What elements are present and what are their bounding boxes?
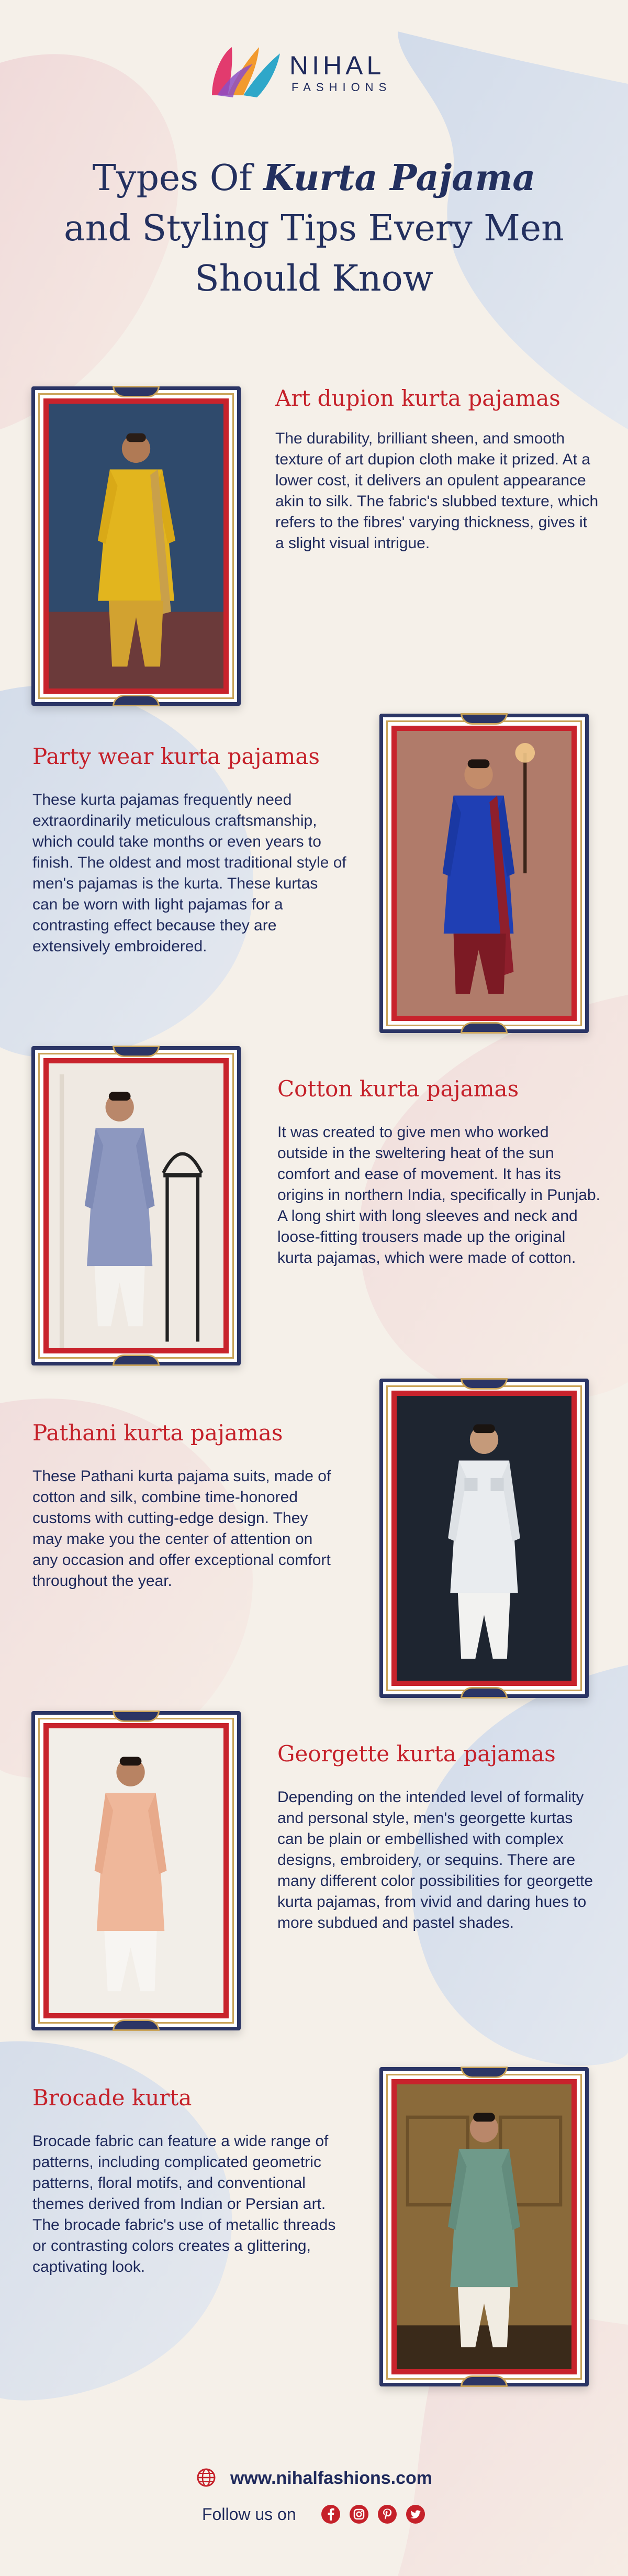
section-heading-cotton: Cotton kurta pajamas: [277, 1076, 519, 1102]
product-image-brocade: [379, 2067, 589, 2386]
model-photo-white-kurta: [397, 1396, 571, 1681]
brand-tagline: FASHIONS: [291, 81, 392, 94]
product-image-cotton: [31, 1046, 241, 1365]
website-link[interactable]: [197, 2466, 469, 2490]
section-heading-party-wear: Party wear kurta pajamas: [32, 743, 320, 769]
product-image-art-dupion: [31, 386, 241, 706]
brand-logo[interactable]: [207, 43, 427, 101]
section-heading-art-dupion: Art dupion kurta pajamas: [275, 385, 560, 411]
section-heading-pathani: Pathani kurta pajamas: [32, 1420, 283, 1446]
title-prefix: Types Of: [92, 158, 264, 199]
globe-icon: [197, 2468, 216, 2487]
page-title: [31, 153, 597, 304]
section-text-party-wear: These kurta pajamas frequently need extraordinarily meticulous craftsmanship, which could take months or even years to finish. The oldest and most traditional style of men's pajamas is the kurta. These kurtas can be worn with light pajamas for a contrasting effect because they are extensively embroidered.: [32, 791, 346, 955]
section-heading-georgette: Georgette kurta pajamas: [277, 1741, 556, 1767]
model-photo-green-kurta: [397, 2084, 571, 2369]
model-photo-peach-kurta: [49, 1728, 223, 2013]
follow-label: Follow us on: [202, 2505, 296, 2524]
brand-name: NIHAL: [289, 51, 385, 80]
section-text-pathani: These Pathani kurta pajama suits, made of cotton and silk, combine time-honored customs with cutting-edge design. They may make you the center of attention on any occasion and offer exceptional comfort throughout the year.: [32, 1468, 331, 1590]
model-photo-blue-kurta: [397, 731, 571, 1016]
title-line-2: and Styling Tips Every Men: [64, 208, 564, 249]
model-photo-grey-kurta: [49, 1063, 223, 1348]
logo-mark-icon: [207, 43, 285, 101]
product-image-party-wear: [379, 714, 589, 1033]
facebook-icon[interactable]: [321, 2505, 340, 2524]
title-emphasis: Kurta Pajama: [263, 157, 536, 199]
section-text-cotton: It was created to give men who worked outside in the sweltering heat of the sun comfort and ease of movement. It has its origins in northern India, specifically in Punjab. A long shirt with long sleeves and neck and loose-fitting trousers made up the original kurta pajamas, which were made of cotton.: [277, 1124, 601, 1267]
website-url: www.nihalfashions.com: [230, 2468, 433, 2488]
section-text-georgette: Depending on the intended level of formality and personal style, men's georgette kurtas can be plain or embellished with complex designs, embroidery, or sequins. There are many different color possibilities for georgette kurta pajamas, from vivid and daring hues to more subdued and pastel shades.: [277, 1789, 593, 1931]
model-photo-yellow-kurta: [49, 404, 223, 689]
instagram-icon[interactable]: [350, 2505, 368, 2524]
twitter-icon[interactable]: [406, 2505, 425, 2524]
section-text-art-dupion: The durability, brilliant sheen, and smooth texture of art dupion cloth make it prized. At a lower cost, it delivers an opulent appearance akin to silk. The fabric's slubbed texture, which refers to the fibres' varying thickness, gives it a slight visual intrigue.: [275, 430, 599, 552]
social-follow: [202, 2502, 474, 2527]
product-image-pathani: [379, 1379, 589, 1698]
title-line-3: Should Know: [195, 258, 433, 299]
product-image-georgette: [31, 1711, 241, 2030]
section-heading-brocade: Brocade kurta: [32, 2085, 192, 2111]
pinterest-icon[interactable]: [378, 2505, 397, 2524]
section-text-brocade: Brocade fabric can feature a wide range of patterns, including complicated geometric patterns, floral motifs, and conventional themes derived from Indian or Persian art. The brocade fabric's use of metallic threads or contrasting colors creates a glittering, captivating look.: [32, 2133, 336, 2275]
